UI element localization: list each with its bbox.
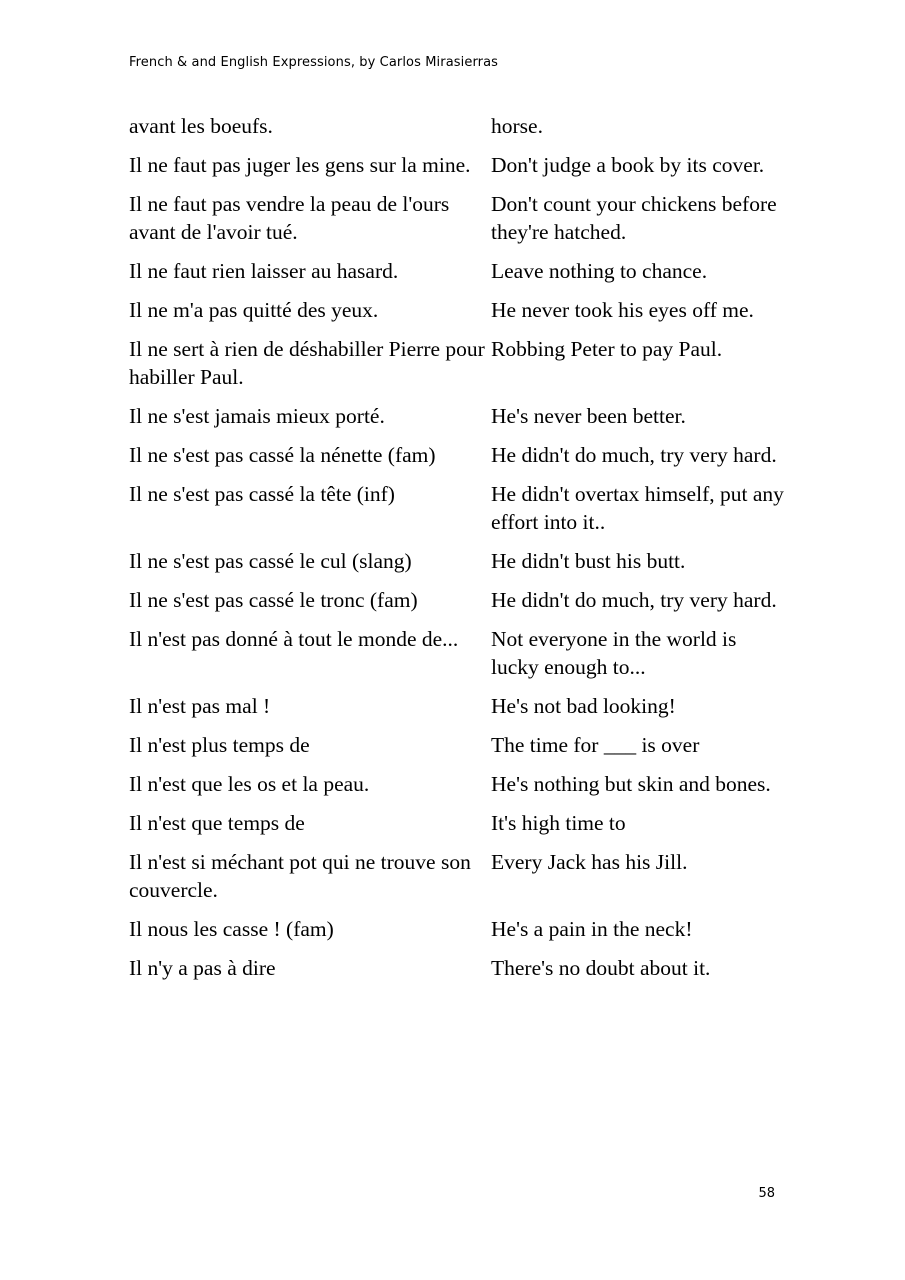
english-expression: It's high time to [491,811,626,835]
french-expression: Il n'est si méchant pot qui ne trouve son couvercle. [129,850,471,902]
english-expression: He didn't do much, try very hard. [491,443,777,467]
expression-row [129,547,789,586]
french-expression: Il ne sert à rien de déshabiller Pierre pour habiller Paul. [129,337,485,389]
expression-row [129,112,789,151]
english-expression: Robbing Peter to pay Paul. [491,337,723,361]
page-number: 58 [758,1186,775,1201]
french-expression: Il n'y a pas à dire [129,956,276,980]
french-expression: Il ne s'est pas cassé la nénette (fam) [129,443,436,467]
english-expression: He didn't do much, try very hard. [491,588,777,612]
english-expression: He didn't overtax himself, put any effort into it.. [491,482,784,534]
expression-row [129,335,789,402]
french-expression: Il n'est que temps de [129,811,305,835]
french-expression: Il ne s'est pas cassé le cul (slang) [129,549,412,573]
expression-row [129,402,789,441]
english-expression: The time for ___ is over [491,733,700,757]
expression-row [129,586,789,625]
english-expression: He didn't bust his butt. [491,549,686,573]
english-expression: Not everyone in the world is lucky enough to... [491,627,737,679]
expression-row [129,692,789,731]
expressions-table-body [129,112,789,993]
french-expression: Il ne s'est pas cassé la tête (inf) [129,482,395,506]
french-expression: Il n'est que les os et la peau. [129,772,370,796]
french-expression: Il ne s'est jamais mieux porté. [129,404,385,428]
french-expression: Il ne s'est pas cassé le tronc (fam) [129,588,418,612]
french-expression: Il ne faut pas juger les gens sur la mine. [129,153,471,177]
english-expression: horse. [491,114,543,138]
expression-row [129,296,789,335]
expression-row [129,848,789,915]
french-expression: Il ne faut rien laisser au hasard. [129,259,399,283]
french-expression: avant les boeufs. [129,114,273,138]
expression-row [129,480,789,547]
running-header: French & and English Expressions, by Carlos Mirasierras [129,55,499,70]
expression-row [129,915,789,954]
english-expression: Don't judge a book by its cover. [491,153,765,177]
expression-row [129,190,789,257]
french-expression: Il ne m'a pas quitté des yeux. [129,298,379,322]
expression-row [129,731,789,770]
expression-row [129,151,789,190]
english-expression: He's not bad looking! [491,694,676,718]
french-expression: Il n'est plus temps de [129,733,310,757]
expression-row [129,954,789,993]
english-expression: Don't count your chickens before they're hatched. [491,192,777,244]
french-expression: Il ne faut pas vendre la peau de l'ours avant de l'avoir tué. [129,192,450,244]
english-expression: There's no doubt about it. [491,956,711,980]
english-expression: He's a pain in the neck! [491,917,693,941]
french-expression: Il n'est pas mal ! [129,694,271,718]
english-expression: He never took his eyes off me. [491,298,754,322]
english-expression: He's never been better. [491,404,686,428]
french-expression: Il n'est pas donné à tout le monde de... [129,627,459,651]
english-expression: He's nothing but skin and bones. [491,772,771,796]
english-expression: Every Jack has his Jill. [491,850,688,874]
english-expression: Leave nothing to chance. [491,259,708,283]
expression-row [129,809,789,848]
expression-row [129,441,789,480]
expression-row [129,257,789,296]
french-expression: Il nous les casse ! (fam) [129,917,334,941]
expression-row [129,770,789,809]
expression-row [129,625,789,692]
expressions-table [129,112,789,993]
